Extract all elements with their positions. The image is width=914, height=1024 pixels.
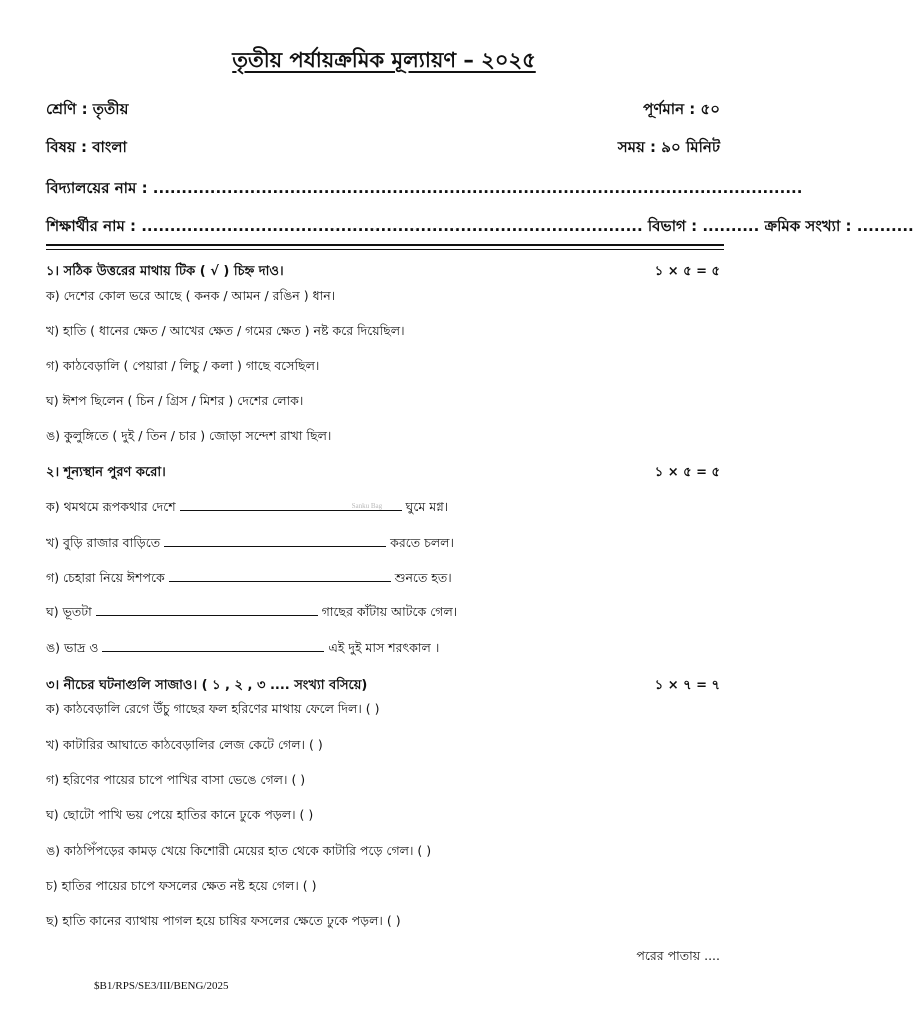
- q2-item-after: এই দুই মাস শরৎকাল ।: [328, 640, 440, 655]
- q2-item: [46, 603, 457, 624]
- q2-item-before: ক) থমথমে রূপকথার দেশে: [46, 499, 176, 514]
- q2-heading: ২। শূন্যস্থান পুরণ করো।: [46, 465, 166, 480]
- full-marks: পূর্ণমান : ৫০: [643, 100, 720, 118]
- q1-item: ঘ) ঈশপ ছিলেন ( চিন / গ্রিস / মিশর ) দেশের লোক।: [46, 393, 304, 408]
- q2-item-after: ঘুমে মগ্ন।: [405, 499, 449, 514]
- q2-item-after: শুনতে হত।: [394, 570, 452, 585]
- q2-item: [46, 534, 454, 555]
- school-name-line: বিদ্যালয়ের নাম : ..................................................................................................................: [46, 179, 803, 197]
- answer-blank: [169, 569, 391, 582]
- q2-item-after: গাছের কাঁটায় আটকে গেল।: [321, 604, 458, 619]
- q1-heading: ১। সঠিক উত্তরের মাথায় টিক ( √ ) চিহ্ন দাও।: [46, 264, 284, 279]
- q3-item: ক) কাঠবেড়ালি রেগে উঁচু গাছের ফল হরিণের মাথায় ফেলে দিল। ( ): [46, 701, 380, 716]
- q2-marks: ১ × ৫ = ৫: [654, 465, 720, 480]
- q2-item-before: ঘ) ভূতটা: [46, 604, 92, 619]
- q2-item-before: ঙ) ভাদ্র ও: [46, 640, 99, 655]
- answer-blank: [96, 603, 318, 616]
- q1-marks: ১ × ৫ = ৫: [654, 264, 720, 279]
- header-divider-thick: [46, 244, 724, 246]
- q3-heading: ৩। নীচের ঘটনাগুলি সাজাও। ( ১ , ২ , ৩ .... সংখ্যা বসিয়ে): [46, 678, 368, 693]
- subject-label: বিষয় : বাংলা: [46, 138, 127, 156]
- class-label: শ্রেণি : তৃতীয়: [46, 100, 129, 118]
- q3-marks: ১ × ৭ = ৭: [654, 678, 720, 693]
- time-label: সময় : ৯০ মিনিট: [617, 138, 720, 156]
- q3-item: চ) হাতির পায়ের চাপে ফসলের ক্ষেত নষ্ট হয়ে গেল। ( ): [46, 878, 317, 893]
- q3-item: ঘ) ছোটো পাখি ভয় পেয়ে হাতির কানে ঢুকে পড়ল। ( ): [46, 807, 314, 822]
- paper-code: $B1/RPS/SE3/III/BENG/2025: [94, 980, 229, 992]
- q2-item-before: খ) বুড়ি রাজার বাড়িতে: [46, 535, 161, 550]
- q1-item: ক) দেশের কোল ভরে আছে ( কনক / আমন / রঙিন ) ধান।: [46, 288, 336, 303]
- student-name-line: শিক্ষার্থীর নাম : ........................................................................................ বিভাগ : .......... ক্রমিক সংখ্যা : ..........: [46, 217, 914, 235]
- header-divider-thin: [46, 249, 724, 250]
- q2-item: [46, 569, 452, 590]
- answer-blank: [102, 639, 324, 652]
- watermark: Sanku Bag: [351, 502, 383, 510]
- answer-blank: [180, 498, 402, 511]
- q2-item-after: করতে চলল।: [390, 535, 454, 550]
- q1-item: ঙ) কুলুঙ্গিতে ( দুই / তিন / চার ) জোড়া সন্দেশ রাখা ছিল।: [46, 428, 332, 443]
- q3-item: গ) হরিণের পায়ের চাপে পাখির বাসা ভেঙে গেল। ( ): [46, 772, 306, 787]
- q2-item-before: গ) চেহারা নিয়ে ঈশপকে: [46, 570, 165, 585]
- q1-item: গ) কাঠবেড়ালি ( পেয়ারা / লিচু / কলা ) গাছে বসেছিল।: [46, 358, 320, 373]
- next-page-note: পরের পাতায় ....: [636, 948, 720, 963]
- exam-title: তৃতীয় পর্যায়ক্রমিক মূল্যায়ণ – ২০২৫: [232, 48, 536, 72]
- q2-item: [46, 639, 439, 660]
- q3-item: ছ) হাতি কানের ব্যাথায় পাগল হয়ে চাষির ফসলের ক্ষেতে ঢুকে পড়ল। ( ): [46, 913, 401, 928]
- q3-item: ঙ) কাঠপিঁপড়ের কামড় খেয়ে কিশোরী মেয়ের হাত থেকে কাটারি পড়ে গেল। ( ): [46, 843, 432, 858]
- q3-item: খ) কাটারির আঘাতে কাঠবেড়ালির লেজ কেটে গেল। ( ): [46, 737, 323, 752]
- q1-item: খ) হাতি ( ধানের ক্ষেত / আখের ক্ষেত / গমের ক্ষেত ) নষ্ট করে দিয়েছিল।: [46, 323, 405, 338]
- q2-item: [46, 498, 448, 519]
- answer-blank: [164, 534, 386, 547]
